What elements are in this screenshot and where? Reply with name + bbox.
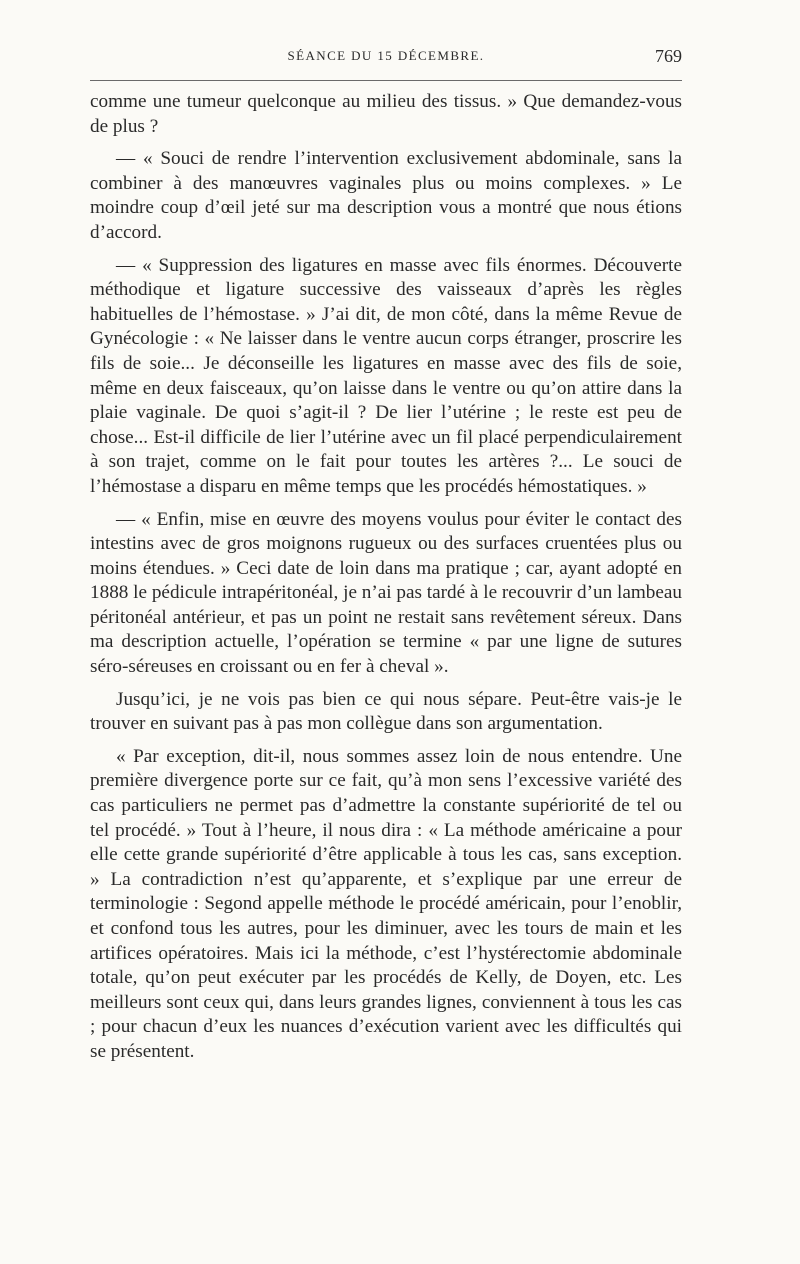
running-title: SÉANCE DU 15 DÉCEMBRE. bbox=[287, 48, 485, 63]
paragraph-2: — « Souci de rendre l’intervention exclusivement abdominale, sans la combiner à des manœuvres vaginales plus ou moins complexes. » Le moindre coup d’œil jeté sur ma description vous a montré que nous étions d’accord. bbox=[90, 148, 682, 243]
paragraph-4: — « Enfin, mise en œuvre des moyens voulus pour éviter le contact des intestins avec de gros moignons rugueux ou des surfaces cruentées plus ou moins étendues. » Ceci date de loin dans ma pratique ; car, ayant adopté en 1888 le pédicule intrapéritonéal, je n’ai pas tardé à le recouvrir d’un lambeau péritonéal antérieur, et pas un point ne restait sans revêtement séreux. Dans ma description actuelle, l’opération se termine « par une ligne de sutures séro-séreuses en croissant ou en fer à cheval ». bbox=[90, 508, 682, 678]
page-header bbox=[90, 46, 682, 76]
page-number: 769 bbox=[655, 46, 682, 66]
paragraph-6: « Par exception, dit-il, nous sommes assez loin de nous entendre. Une première divergence porte sur ce fait, qu’à mon sens l’excessive variété des cas particuliers ne permet pas d’admettre la constante supériorité de tel ou tel procédé. » Tout à l’heure, il nous dira : « La méthode américaine a pour elle cette grande supériorité d’être applicable à tous les cas, sans exception. » La contradiction n’est qu’apparente, et s’explique par une erreur de terminologie : Segond appelle méthode le procédé américain, pour l’enoblir, et confond tous les autres, pour les diminuer, avec les tours de main et les artifices opératoires. Mais ici la méthode, c’est l’hystérectomie abdominale totale, qu’on peut exécuter par les procédés de Kelly, de Doyen, etc. Les meilleurs sont ceux qui, dans leurs grandes lignes, conviennent à tous les cas ; pour chacun d’eux les nuances d’exécution varient avec les difficultés qui se présentent. bbox=[90, 745, 682, 1062]
paragraph-1: comme une tumeur quelconque au milieu des tissus. » Que demandez-vous de plus ? bbox=[90, 91, 682, 137]
body-text bbox=[90, 90, 682, 1065]
paragraph-3: — « Suppression des ligatures en masse avec fils énormes. Découverte méthodique et ligature successive des vaisseaux d’après les règles habituelles de l’hémostase. » J’ai dit, de mon côté, dans la même Revue de Gynécologie : « Ne laisser dans le ventre aucun corps étranger, proscrire les fils de soie... Je déconseille les ligatures en masse avec des fils de soie, même en deux faisceaux, qu’on laisse dans le ventre ou qu’on attire dans la plaie vaginale. De quoi s’agit-il ? De lier l’utérine ; le reste est peu de chose... Est-il difficile de lier l’utérine avec un fil placé perpendiculairement à son trajet, comme on le fait pour toutes les artères ?... Le souci de l’hémostase a disparu en même temps que les procédés hémostatiques. » bbox=[90, 254, 682, 497]
header-rule bbox=[90, 80, 682, 81]
paragraph-5: Jusqu’ici, je ne vois pas bien ce qui nous sépare. Peut-être vais-je le trouver en suivant pas à pas mon collègue dans son argumentation. bbox=[90, 688, 682, 735]
